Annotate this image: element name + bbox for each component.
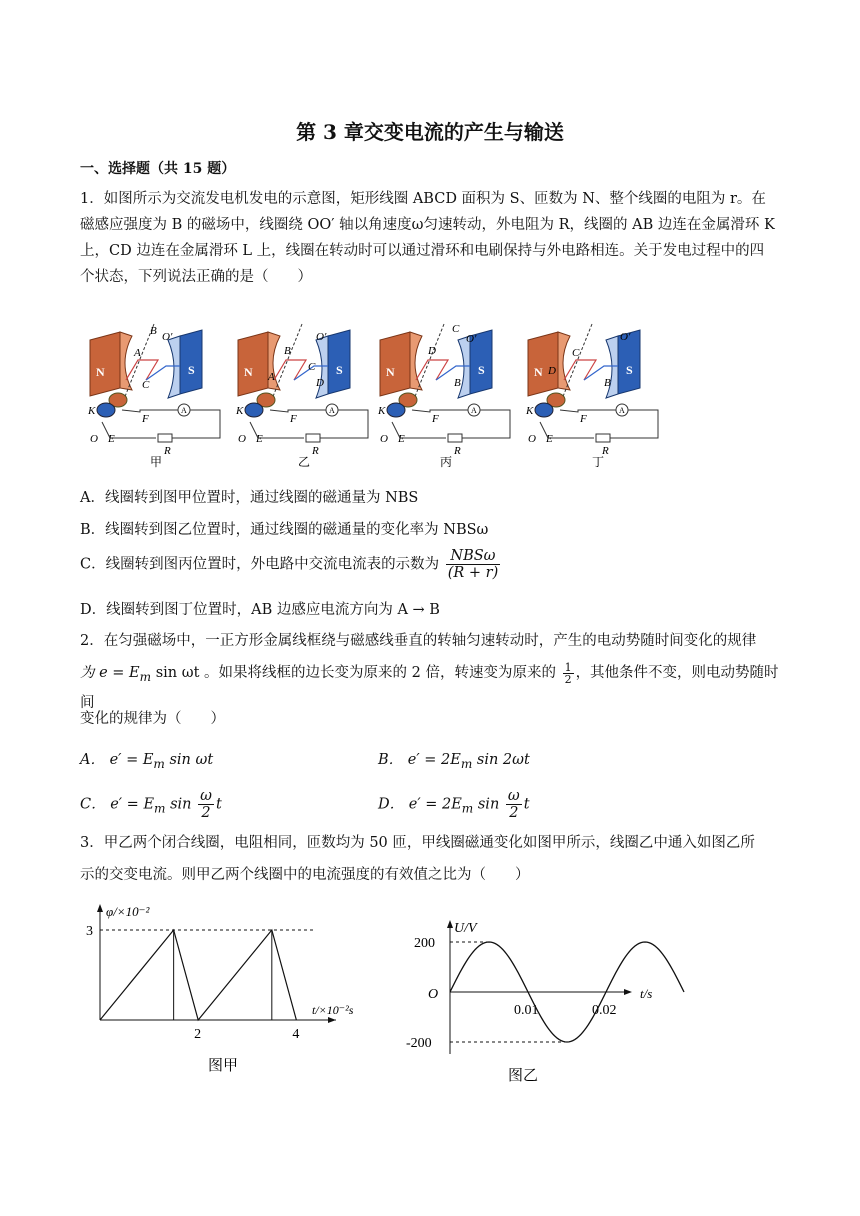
q2-half-fraction: $\frac{1}{2}$ <box>564 660 572 686</box>
y-tick-200: 200 <box>414 936 435 951</box>
chart-title-yi: 图乙 <box>508 1068 539 1084</box>
svg-text:K: K <box>378 405 386 417</box>
x-tick-2: 2 <box>194 1027 202 1042</box>
svg-text:O: O <box>380 433 388 445</box>
svg-text:A: A <box>268 371 275 383</box>
svg-text:E: E <box>546 433 553 445</box>
q1-option-a[interactable]: A．线圈转到图甲位置时，通过线圈的磁通量为 NBS <box>80 490 419 506</box>
svg-text:S: S <box>478 363 485 377</box>
svg-text:E: E <box>108 433 115 445</box>
svg-text:O: O <box>238 433 246 445</box>
svg-text:R: R <box>164 445 171 457</box>
svg-text:K: K <box>526 405 534 417</box>
y-axis-arrow <box>447 920 453 928</box>
svg-text:C: C <box>308 361 316 373</box>
chart-jia <box>80 900 380 1080</box>
svg-text:R: R <box>312 445 319 457</box>
q2-stem-line-1: 2．在匀强磁场中，一正方形金属线框绕与磁感线垂直的转轴匀速转动时，产生的电动势随时间变化的规律 <box>80 633 757 649</box>
figure-bing <box>377 323 510 469</box>
q2-option-c-fraction: $\frac{\omega}{2}$ <box>200 788 212 821</box>
q1-option-b[interactable]: B．线圈转到图乙位置时，通过线圈的磁通量的变化率为 NBSω <box>80 522 489 538</box>
q3-stem-line-1: 3．甲乙两个闭合线圈，电阻相同，匝数均为 50 匝，甲线圈磁通变化如图甲所示，线圈乙中通入如图乙所 <box>80 835 755 851</box>
svg-text:B: B <box>284 345 291 357</box>
q2-option-b[interactable]: B． $e' = 2E_m$ sin 2ωt <box>378 752 530 771</box>
svg-text:K: K <box>236 405 244 417</box>
q1-option-d[interactable]: D．线圈转到图丁位置时，AB 边感应电流方向为 A → B <box>80 602 440 618</box>
q1-option-c-denominator: (R + r) <box>447 565 499 581</box>
figure-label-bing: 丙 <box>440 455 453 469</box>
svg-text:F: F <box>432 413 439 425</box>
x-tick-0.01: 0.01 <box>514 1003 539 1018</box>
origin-label: O <box>428 987 439 1002</box>
q1-option-c[interactable] <box>80 548 502 581</box>
x-tick-4: 4 <box>292 1027 300 1042</box>
chart-title-jia: 图甲 <box>208 1058 239 1074</box>
svg-text:O′: O′ <box>466 333 477 345</box>
q1-stem-line-3: 上，CD 边连在金属滑环 L 上，线圈在转动时可以通过滑环和电刷保持与外电路相连。关于发电过程中的四 <box>80 243 765 259</box>
y-tick-neg200: -200 <box>406 1036 432 1051</box>
q1-option-c-text: C．线圈转到图丙位置时，外电路中交流电流表的示数为 <box>80 556 440 573</box>
svg-text:D: D <box>548 365 556 377</box>
y-axis-label: U/V <box>454 921 477 936</box>
svg-text:D: D <box>428 345 436 357</box>
svg-text:O′: O′ <box>316 331 327 343</box>
x-axis-label: t/s <box>640 986 653 1001</box>
q1-stem <box>80 186 780 290</box>
svg-text:S: S <box>626 363 633 377</box>
chart-yi <box>400 920 653 1084</box>
q2-stem-line-3: 变化的规律为（ ） <box>80 711 225 727</box>
q2-option-c[interactable]: C． $e' = E_m$ sin $\frac{\omega}{2}$ t <box>80 788 222 821</box>
figure-ding <box>525 324 658 469</box>
x-axis-arrow <box>328 1017 336 1023</box>
svg-text:O′: O′ <box>620 331 631 343</box>
svg-text:C: C <box>452 323 460 335</box>
svg-text:F: F <box>290 413 297 425</box>
svg-text:N: N <box>96 365 105 379</box>
svg-text:F: F <box>142 413 149 425</box>
figure-label-yi: 乙 <box>298 455 311 469</box>
figure-label-jia: 甲 <box>150 455 163 469</box>
x-tick-0.02: 0.02 <box>592 1003 617 1018</box>
x-axis-arrow <box>624 989 632 995</box>
svg-text:S: S <box>336 363 343 377</box>
svg-text:O′: O′ <box>162 331 173 343</box>
section-heading: 一、选择题（共 15 题） <box>80 161 236 177</box>
svg-text:B: B <box>604 377 611 389</box>
x-axis-label: t/×10⁻²s <box>312 1003 354 1017</box>
svg-text:C: C <box>142 379 150 391</box>
y-tick-3: 3 <box>86 924 93 939</box>
figure-jia <box>87 324 220 469</box>
q1-generator-figures <box>80 318 680 470</box>
svg-text:O: O <box>90 433 98 445</box>
svg-text:E: E <box>256 433 263 445</box>
svg-text:C: C <box>572 347 580 359</box>
q1-option-c-numerator: NBSω <box>446 548 501 565</box>
y-axis-label: φ/×10⁻² <box>106 904 150 919</box>
q2-stem-line-2: 为 $e = E_m$ sin ωt 。如果将线框的边长变为原来的 2 倍，转速变为原来的 $\frac{1}{2}$ ，其他条件不变，则电动势随时间 <box>80 660 779 711</box>
svg-text:A: A <box>134 347 141 359</box>
svg-text:N: N <box>534 365 543 379</box>
figure-label-ding: 丁 <box>592 455 605 469</box>
svg-text:E: E <box>398 433 405 445</box>
svg-text:B: B <box>454 377 461 389</box>
svg-text:R: R <box>602 445 609 457</box>
svg-text:N: N <box>244 365 253 379</box>
q1-option-c-fraction <box>446 548 501 581</box>
q1-stem-line-2: 磁感应强度为 B 的磁场中，线圈绕 OO′ 轴以角速度ω匀速转动，外电阻为 R，线圈的 AB 边连在金属滑环 K <box>80 217 775 233</box>
svg-text:D: D <box>316 377 324 389</box>
q2-option-d[interactable]: D． $e' = 2E_m$ sin $\frac{\omega}{2}$ t <box>378 788 530 821</box>
q2-option-a[interactable]: A． $e' = E_m$ sin ωt <box>80 752 214 771</box>
svg-text:S: S <box>188 363 195 377</box>
svg-text:R: R <box>454 445 461 457</box>
svg-text:N: N <box>386 365 395 379</box>
q1-stem-line-4: 个状态，下列说法正确的是（ ） <box>80 269 312 285</box>
svg-text:B: B <box>150 325 157 337</box>
figure-yi <box>235 324 368 469</box>
q3-stem-line-2: 示的交变电流。则甲乙两个线圈中的电流强度的有效值之比为（ ） <box>80 867 530 883</box>
q2-option-d-fraction: $\frac{\omega}{2}$ <box>507 788 520 821</box>
page-title: 第 3 章交变电流的产生与输送 <box>296 120 564 144</box>
y-axis-arrow <box>97 904 103 912</box>
svg-text:F: F <box>580 413 587 425</box>
flux-series-line <box>100 930 296 1020</box>
q1-stem-line-1: 1．如图所示为交流发电机发电的示意图，矩形线圈 ABCD 面积为 S、匝数为 N、整个线圈的电阻为 r。在 <box>80 191 766 207</box>
svg-text:K: K <box>88 405 96 417</box>
svg-text:O: O <box>528 433 536 445</box>
q2-formula: 为 $e = E_m$ <box>80 665 152 684</box>
